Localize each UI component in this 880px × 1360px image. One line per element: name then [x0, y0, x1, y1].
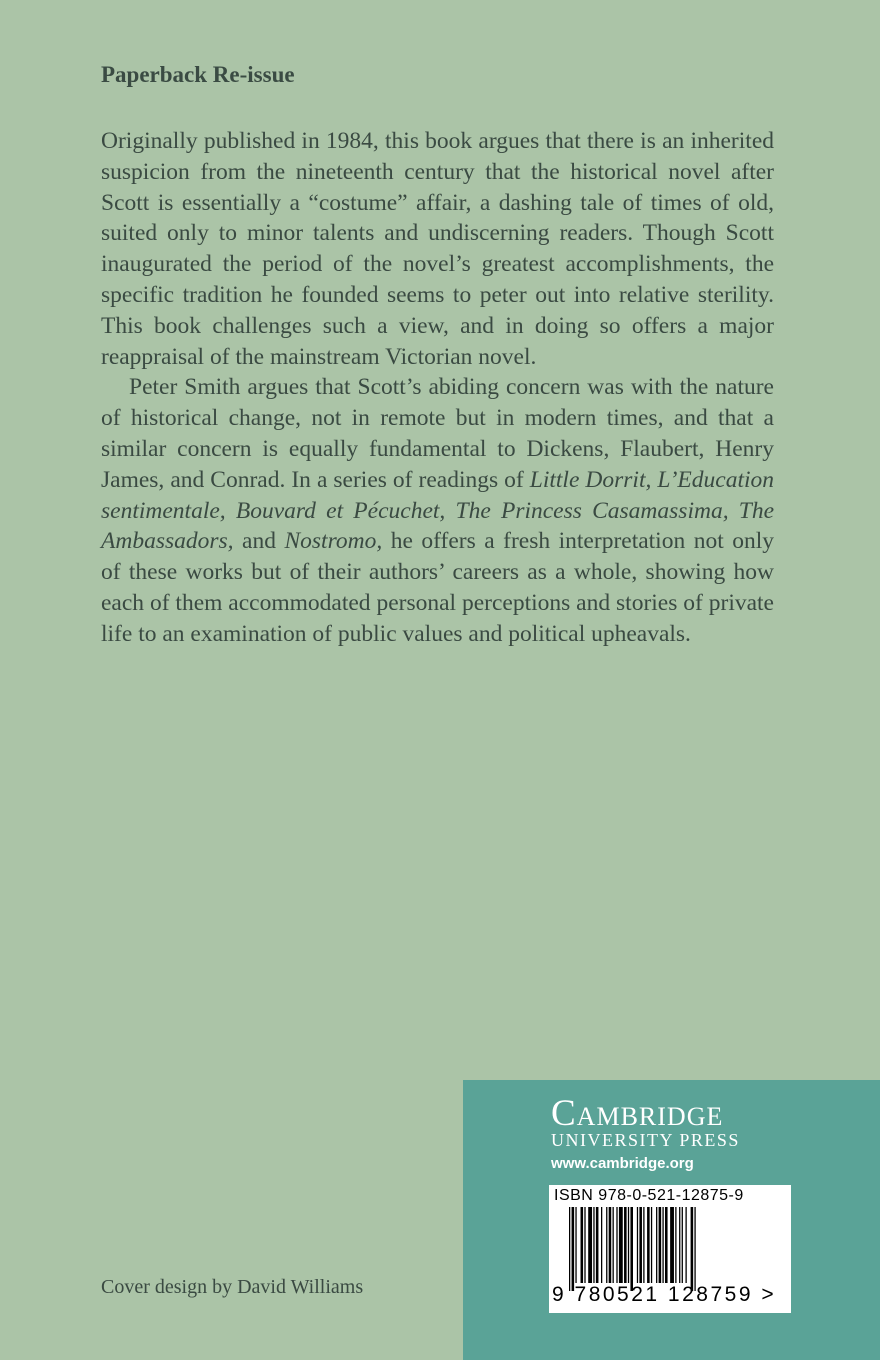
section-heading: Paperback Re-issue: [101, 62, 295, 87]
barcode-bar: [691, 1207, 694, 1291]
barcode-bar: [651, 1207, 652, 1283]
book-title: The Ambassadors,: [101, 497, 775, 555]
publisher-subtitle: UNIVERSITY PRESS: [551, 1130, 740, 1150]
book-title: The Princess Casamassima,: [455, 497, 729, 524]
barcode-bar: [581, 1207, 584, 1283]
book-title: Bouvard et Pécuchet,: [235, 497, 446, 524]
book-title: Little Dorrit,: [529, 466, 652, 493]
para2-outro: he offers a fresh interpretation not only of these works but of their authors’ careers as a whole, showing how each of them accommodated personal perceptions and stories of private life to an examination of public values and political upheavals.: [101, 528, 775, 647]
blurb-paragraph-2: [101, 372, 774, 649]
publisher-panel: [463, 1080, 880, 1360]
barcode-bar: [656, 1207, 657, 1283]
barcode-bar: [572, 1207, 575, 1291]
cover-credit: Cover design by David Williams: [101, 1276, 364, 1298]
barcode-bar: [616, 1207, 617, 1283]
barcode-bar: [624, 1207, 627, 1283]
publisher-url: www.cambridge.org: [551, 1155, 694, 1172]
barcode-digits: 9 780521 128759 >: [552, 1283, 777, 1306]
barcode-bar: [662, 1207, 663, 1283]
barcode-bar: [694, 1207, 695, 1291]
barcode-bar: [670, 1207, 674, 1283]
barcode-bar: [637, 1207, 638, 1283]
barcode-bar: [606, 1207, 607, 1283]
barcode-bar: [659, 1207, 662, 1283]
isbn-label: ISBN 978-0-521-12875-9: [554, 1187, 744, 1204]
barcode-bar: [613, 1207, 614, 1283]
isbn-barcode: [549, 1185, 791, 1313]
barcode-bar: [685, 1207, 686, 1283]
book-title: Nostromo,: [284, 528, 383, 555]
barcode-bar: [584, 1207, 585, 1283]
book-title: L’Education sentimentale,: [101, 466, 775, 524]
blurb-text: [101, 126, 774, 650]
and-word: and: [242, 528, 276, 555]
barcode-bar: [643, 1207, 644, 1283]
para2-intro: Peter Smith argues that Scott’s abiding concern was with the nature of historical change, not in remote but in modern times, and that a similar concern is equally fundamental to Dickens, Flaubert, Henry James, and Conrad. In a series of readings of: [101, 374, 774, 493]
barcode-bar: [639, 1207, 642, 1283]
barcode-bar: [665, 1207, 668, 1283]
blurb-paragraph-1: Originally published in 1984, this book argues that there is an inherited suspicion from the nineteenth century that the historical novel after Scott is essentially a “costume” affair, a dashing tale of times of old, suited only to minor talents and undiscerning readers. Though Scott inaugurated the period of the novel’s greatest accomplishments, the specific tradition he founded seems to peter out into relative sterility. This book challenges such a view, and in doing so offers a major reappraisal of the mainstream Victorian novel.: [101, 128, 774, 370]
barcode-bar: [588, 1207, 592, 1283]
barcode-bar: [682, 1207, 683, 1283]
barcode-bar: [601, 1207, 602, 1283]
barcode-bar: [596, 1207, 599, 1283]
barcode-bar: [647, 1207, 650, 1283]
publisher-logo-name: Cambridge: [551, 1093, 724, 1134]
barcode-bar: [679, 1207, 680, 1283]
barcode-bar: [569, 1207, 570, 1291]
barcode-bar: [575, 1207, 576, 1283]
barcode-bar: [609, 1207, 612, 1283]
barcode-bar: [630, 1207, 633, 1291]
barcode-bar: [593, 1207, 594, 1283]
barcode-bar: [675, 1207, 676, 1283]
barcode-bar: [628, 1207, 629, 1283]
barcode-bar: [619, 1207, 623, 1283]
